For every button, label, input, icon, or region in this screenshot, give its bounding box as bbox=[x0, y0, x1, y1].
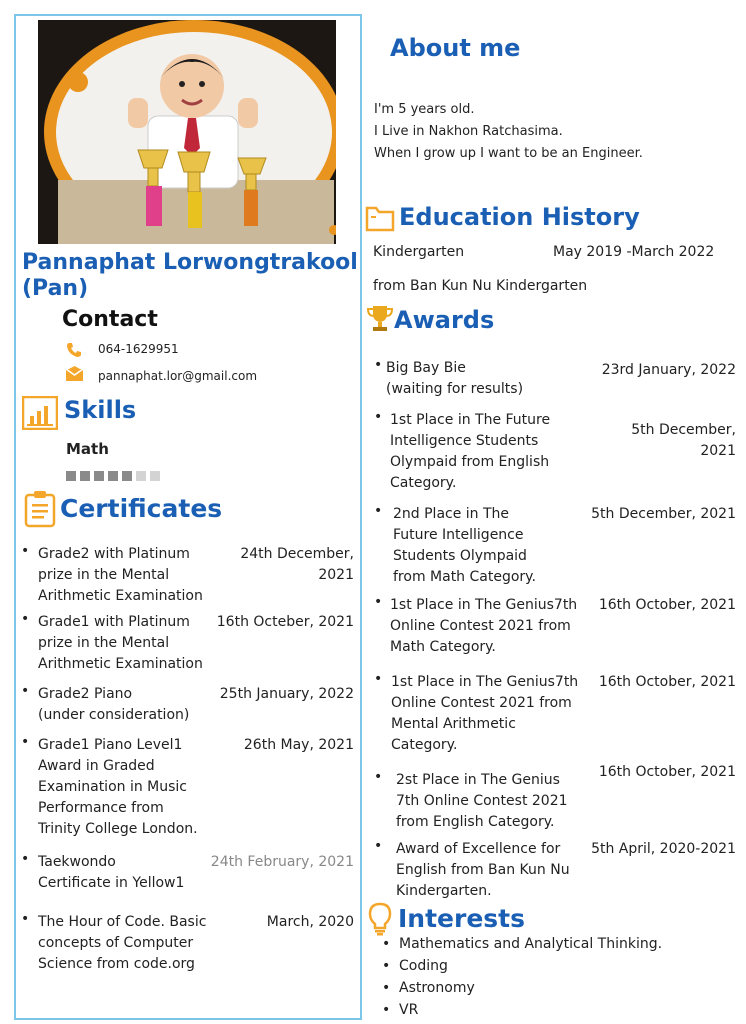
bullet-point: • bbox=[21, 683, 30, 699]
bullet-point: • bbox=[21, 851, 30, 867]
date-line: 2021 bbox=[318, 567, 354, 583]
bullet-point: • bbox=[374, 357, 383, 373]
education-heading: Education History bbox=[399, 203, 640, 231]
item-line: from English Category. bbox=[396, 814, 555, 830]
item-line: prize in the Mental bbox=[38, 635, 170, 651]
bullet-point: • bbox=[21, 734, 30, 750]
award-title bbox=[386, 358, 523, 400]
certificate-title bbox=[38, 544, 203, 607]
bullet-point: • bbox=[21, 611, 30, 627]
date-line: 26th May, 2021 bbox=[243, 737, 354, 753]
education-school: from Ban Kun Nu Kindergarten bbox=[373, 278, 588, 294]
bullet-point: • bbox=[382, 936, 391, 952]
item-line: Taekwondo bbox=[38, 854, 116, 870]
certificate-date bbox=[217, 612, 354, 633]
clipboard-icon bbox=[24, 490, 56, 532]
award-date bbox=[599, 672, 736, 693]
item-line: Category. bbox=[391, 737, 458, 753]
award-date bbox=[599, 762, 736, 783]
item-line: Arithmetic Examination bbox=[38, 656, 203, 672]
item-line: 1st Place in The Genius7th bbox=[391, 674, 579, 690]
certificate-title bbox=[38, 912, 206, 975]
item-line: Mental Arithmetic bbox=[391, 716, 516, 732]
bullet-point: • bbox=[382, 958, 391, 974]
award-title bbox=[393, 504, 536, 588]
item-line: The Hour of Code. Basic bbox=[38, 914, 207, 930]
date-line: 16th October, 2021 bbox=[598, 597, 736, 613]
item-line: Grade1 with Platinum bbox=[38, 614, 190, 630]
certificates-heading: Certificates bbox=[60, 494, 223, 523]
item-line: Examination in Music bbox=[38, 779, 188, 795]
skill-level-square bbox=[66, 471, 76, 481]
item-line: Trinity College London. bbox=[38, 821, 198, 837]
certificate-date bbox=[240, 544, 354, 586]
item-line: Online Contest 2021 from bbox=[391, 695, 572, 711]
item-line: Big Bay Bie bbox=[386, 360, 466, 376]
item-line: Arithmetic Examination bbox=[38, 588, 203, 604]
award-date bbox=[599, 595, 736, 616]
about-line: When I grow up I want to be an Engineer. bbox=[374, 146, 643, 161]
date-line: 16th Octeber, 2021 bbox=[216, 614, 354, 630]
item-line: (waiting for results) bbox=[386, 381, 524, 397]
interest-item: Coding bbox=[399, 958, 448, 974]
about-line: I Live in Nakhon Ratchasima. bbox=[374, 124, 563, 139]
phone-number: 064-1629951 bbox=[98, 342, 179, 356]
award-date bbox=[591, 839, 736, 860]
candidate-name bbox=[22, 250, 358, 302]
date-line: 25th January, 2022 bbox=[219, 686, 354, 702]
certificate-title bbox=[38, 735, 198, 840]
item-line: 1st Place in The Genius7th bbox=[390, 597, 578, 613]
email-icon bbox=[66, 366, 83, 385]
certificate-date bbox=[211, 852, 354, 873]
item-line: Intelligence Students bbox=[390, 433, 539, 449]
item-line: 1st Place in The Future bbox=[390, 412, 551, 428]
interest-item: Astronomy bbox=[399, 980, 475, 996]
skill-level-square bbox=[150, 471, 160, 481]
date-line: March, 2020 bbox=[266, 914, 354, 930]
about-line: I'm 5 years old. bbox=[374, 102, 475, 117]
item-line: Category. bbox=[390, 475, 457, 491]
item-line: Award of Excellence for bbox=[396, 841, 561, 857]
date-line: 16th October, 2021 bbox=[598, 674, 736, 690]
award-title bbox=[390, 595, 577, 658]
item-line: Students Olympaid bbox=[393, 548, 527, 564]
date-line: 23rd January, 2022 bbox=[601, 362, 736, 378]
about-text bbox=[374, 99, 643, 165]
bullet-point: • bbox=[374, 503, 383, 519]
trophy-icon bbox=[367, 304, 393, 336]
contact-heading: Contact bbox=[62, 307, 158, 332]
bullet-point: • bbox=[21, 543, 30, 559]
bullet-point: • bbox=[382, 1002, 391, 1018]
bullet-point: • bbox=[374, 409, 383, 425]
item-line: from Math Category. bbox=[393, 569, 536, 585]
date-line: 24th December, bbox=[240, 546, 354, 562]
skill-level-square bbox=[122, 471, 132, 481]
item-line: (under consideration) bbox=[38, 707, 190, 723]
certificate-title bbox=[38, 684, 189, 726]
certificate-date bbox=[267, 912, 354, 933]
date-line: 2021 bbox=[700, 443, 736, 459]
item-line: English from Ban Kun Nu bbox=[396, 862, 570, 878]
skill-level-bar bbox=[66, 466, 164, 476]
skill-name: Math bbox=[66, 440, 109, 458]
item-line: Grade2 Piano bbox=[38, 686, 133, 702]
item-line: 2nd Place in The bbox=[393, 506, 510, 522]
item-line: Math Category. bbox=[390, 639, 496, 655]
item-line: Olympaid from English bbox=[390, 454, 550, 470]
folder-icon bbox=[365, 204, 395, 236]
item-line: 7th Online Contest 2021 bbox=[396, 793, 568, 809]
phone-icon bbox=[66, 342, 82, 362]
item-line: Award in Graded bbox=[38, 758, 155, 774]
lightbulb-icon bbox=[368, 902, 392, 940]
skill-level-square bbox=[94, 471, 104, 481]
interest-item: VR bbox=[399, 1002, 419, 1018]
item-line: concepts of Computer bbox=[38, 935, 194, 951]
chart-icon bbox=[22, 396, 58, 434]
bullet-point: • bbox=[374, 838, 383, 854]
item-line: Online Contest 2021 from bbox=[390, 618, 571, 634]
bullet-point: • bbox=[382, 980, 391, 996]
award-title bbox=[390, 410, 550, 494]
interest-item: Mathematics and Analytical Thinking. bbox=[399, 936, 663, 952]
award-title bbox=[391, 672, 578, 756]
date-line: 16th October, 2021 bbox=[598, 764, 736, 780]
date-line: 5th April, 2020-2021 bbox=[591, 841, 736, 857]
award-date bbox=[631, 420, 736, 462]
nickname: (Pan) bbox=[22, 276, 89, 301]
item-line: Performance from bbox=[38, 800, 164, 816]
email-address: pannaphat.lor@gmail.com bbox=[98, 369, 258, 383]
item-line: Kindergarten. bbox=[396, 883, 492, 899]
skill-level-square bbox=[136, 471, 146, 481]
award-title bbox=[396, 839, 570, 902]
item-line: Science from code.org bbox=[38, 956, 195, 972]
education-level: Kindergarten bbox=[373, 244, 465, 260]
skill-level-square bbox=[108, 471, 118, 481]
interests-heading: Interests bbox=[398, 904, 526, 933]
date-line: 5th December, bbox=[631, 422, 736, 438]
item-line: Certificate in Yellow1 bbox=[38, 875, 185, 891]
certificate-date bbox=[244, 735, 354, 756]
awards-heading: Awards bbox=[394, 306, 495, 334]
skills-heading: Skills bbox=[64, 396, 137, 424]
item-line: prize in the Mental bbox=[38, 567, 170, 583]
about-heading: About me bbox=[390, 34, 521, 62]
item-line: Future Intelligence bbox=[393, 527, 524, 543]
certificate-title bbox=[38, 612, 203, 675]
item-line: Grade1 Piano Level1 bbox=[38, 737, 183, 753]
date-line: 24th February, 2021 bbox=[210, 854, 354, 870]
profile-photo bbox=[38, 20, 336, 244]
photo-illustration bbox=[38, 20, 336, 244]
award-title bbox=[396, 770, 568, 833]
item-line: Grade2 with Platinum bbox=[38, 546, 190, 562]
bullet-point: • bbox=[374, 594, 383, 610]
full-name: Pannaphat Lorwongtrakool bbox=[22, 250, 358, 275]
date-line: 5th December, 2021 bbox=[591, 506, 736, 522]
education-dates: May 2019 -March 2022 bbox=[553, 244, 715, 260]
bullet-point: • bbox=[374, 671, 383, 687]
item-line: 2st Place in The Genius bbox=[396, 772, 560, 788]
skill-level-square bbox=[80, 471, 90, 481]
certificate-title bbox=[38, 852, 184, 894]
bullet-point: • bbox=[374, 769, 383, 785]
bullet-point: • bbox=[21, 911, 30, 927]
certificate-date bbox=[220, 684, 354, 705]
award-date bbox=[602, 360, 736, 381]
award-date bbox=[591, 504, 736, 525]
